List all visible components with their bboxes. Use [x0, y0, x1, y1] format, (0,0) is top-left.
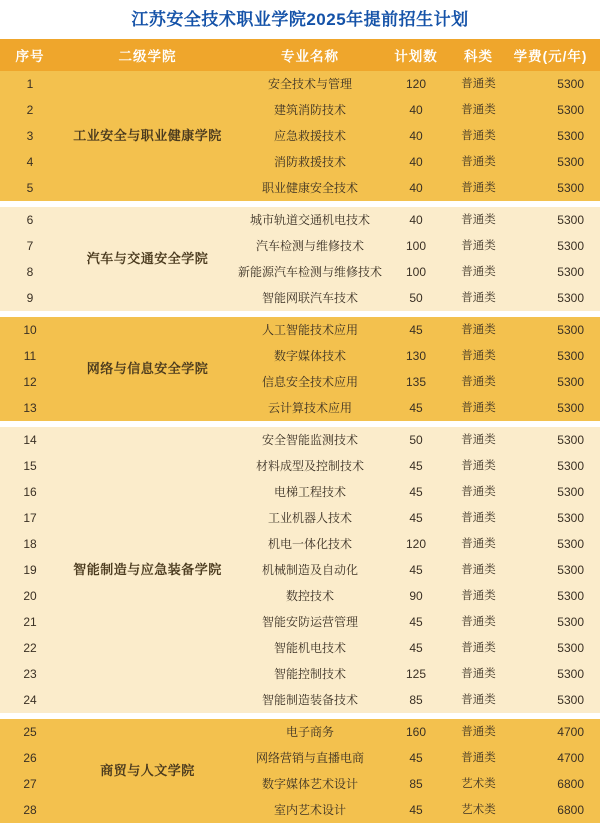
- cell-major: 智能控制技术: [235, 661, 385, 687]
- cell-major: 机电一体化技术: [235, 531, 385, 557]
- cell-fee: 5300: [510, 343, 600, 369]
- cell-fee: 6800: [510, 771, 600, 797]
- cell-count: 45: [385, 479, 447, 505]
- cell-no: 1: [0, 71, 60, 97]
- cell-major: 室内艺术设计: [235, 797, 385, 823]
- table-row: [0, 317, 600, 343]
- column-header-no: 序号: [0, 39, 60, 71]
- cell-no: 22: [0, 635, 60, 661]
- cell-no: 3: [0, 123, 60, 149]
- cell-fee: 5300: [510, 505, 600, 531]
- cell-major: 电梯工程技术: [235, 479, 385, 505]
- cell-major: 数字媒体艺术设计: [235, 771, 385, 797]
- cell-type: 艺术类: [447, 797, 510, 823]
- cell-major: 消防救援技术: [235, 149, 385, 175]
- cell-fee: 5300: [510, 285, 600, 311]
- table-row: [0, 71, 600, 97]
- table-body: [0, 71, 600, 823]
- cell-no: 2: [0, 97, 60, 123]
- cell-type: 普通类: [447, 609, 510, 635]
- cell-major: 工业机器人技术: [235, 505, 385, 531]
- column-header-fee: 学费(元/年): [510, 39, 600, 71]
- cell-college: 汽车与交通安全学院: [60, 207, 235, 311]
- cell-major: 建筑消防技术: [235, 97, 385, 123]
- cell-no: 16: [0, 479, 60, 505]
- cell-fee: 5300: [510, 531, 600, 557]
- cell-fee: 5300: [510, 687, 600, 713]
- cell-college: 工业安全与职业健康学院: [60, 71, 235, 201]
- cell-fee: 5300: [510, 149, 600, 175]
- cell-fee: 5300: [510, 233, 600, 259]
- cell-fee: 5300: [510, 175, 600, 201]
- table-header: [0, 39, 600, 71]
- cell-type: 普通类: [447, 395, 510, 421]
- cell-count: 45: [385, 609, 447, 635]
- cell-major: 信息安全技术应用: [235, 369, 385, 395]
- cell-no: 7: [0, 233, 60, 259]
- cell-count: 45: [385, 505, 447, 531]
- cell-count: 40: [385, 149, 447, 175]
- cell-no: 14: [0, 427, 60, 453]
- cell-type: 普通类: [447, 661, 510, 687]
- cell-count: 45: [385, 745, 447, 771]
- cell-type: 普通类: [447, 531, 510, 557]
- cell-count: 160: [385, 719, 447, 745]
- cell-no: 24: [0, 687, 60, 713]
- cell-type: 普通类: [447, 285, 510, 311]
- cell-fee: 4700: [510, 745, 600, 771]
- cell-fee: 5300: [510, 609, 600, 635]
- page-title: 江苏安全技术职业学院2025年提前招生计划: [131, 10, 469, 29]
- cell-fee: 5300: [510, 259, 600, 285]
- cell-type: 普通类: [447, 123, 510, 149]
- cell-count: 45: [385, 797, 447, 823]
- cell-count: 135: [385, 369, 447, 395]
- cell-no: 5: [0, 175, 60, 201]
- cell-count: 85: [385, 687, 447, 713]
- cell-major: 智能安防运营管理: [235, 609, 385, 635]
- cell-count: 45: [385, 453, 447, 479]
- cell-no: 12: [0, 369, 60, 395]
- cell-count: 130: [385, 343, 447, 369]
- cell-no: 19: [0, 557, 60, 583]
- cell-type: 普通类: [447, 175, 510, 201]
- cell-count: 40: [385, 175, 447, 201]
- cell-no: 21: [0, 609, 60, 635]
- cell-no: 18: [0, 531, 60, 557]
- cell-no: 23: [0, 661, 60, 687]
- cell-fee: 6800: [510, 797, 600, 823]
- cell-count: 45: [385, 317, 447, 343]
- cell-count: 100: [385, 233, 447, 259]
- cell-type: 普通类: [447, 149, 510, 175]
- cell-no: 9: [0, 285, 60, 311]
- cell-major: 机械制造及自动化: [235, 557, 385, 583]
- cell-type: 普通类: [447, 745, 510, 771]
- cell-no: 26: [0, 745, 60, 771]
- cell-type: 普通类: [447, 427, 510, 453]
- cell-college: 智能制造与应急装备学院: [60, 427, 235, 713]
- cell-fee: 5300: [510, 661, 600, 687]
- cell-fee: 5300: [510, 71, 600, 97]
- cell-count: 45: [385, 395, 447, 421]
- cell-count: 40: [385, 97, 447, 123]
- cell-fee: 5300: [510, 427, 600, 453]
- cell-major: 应急救援技术: [235, 123, 385, 149]
- cell-major: 智能网联汽车技术: [235, 285, 385, 311]
- cell-no: 20: [0, 583, 60, 609]
- cell-type: 普通类: [447, 369, 510, 395]
- cell-no: 13: [0, 395, 60, 421]
- cell-type: 普通类: [447, 97, 510, 123]
- cell-fee: 5300: [510, 453, 600, 479]
- cell-fee: 5300: [510, 123, 600, 149]
- cell-count: 100: [385, 259, 447, 285]
- cell-no: 8: [0, 259, 60, 285]
- cell-major: 安全技术与管理: [235, 71, 385, 97]
- cell-college: 商贸与人文学院: [60, 719, 235, 823]
- cell-type: 普通类: [447, 505, 510, 531]
- cell-major: 城市轨道交通机电技术: [235, 207, 385, 233]
- cell-type: 普通类: [447, 583, 510, 609]
- cell-type: 普通类: [447, 687, 510, 713]
- cell-major: 职业健康安全技术: [235, 175, 385, 201]
- cell-count: 90: [385, 583, 447, 609]
- cell-no: 6: [0, 207, 60, 233]
- cell-fee: 5300: [510, 479, 600, 505]
- table-header-row: [0, 39, 600, 71]
- cell-type: 普通类: [447, 635, 510, 661]
- cell-type: 普通类: [447, 453, 510, 479]
- cell-major: 云计算技术应用: [235, 395, 385, 421]
- cell-fee: 5300: [510, 97, 600, 123]
- cell-major: 数字媒体技术: [235, 343, 385, 369]
- cell-fee: 5300: [510, 557, 600, 583]
- cell-type: 普通类: [447, 719, 510, 745]
- cell-count: 45: [385, 635, 447, 661]
- cell-no: 10: [0, 317, 60, 343]
- table-row: [0, 427, 600, 453]
- enrollment-plan-table: [0, 39, 600, 823]
- cell-count: 85: [385, 771, 447, 797]
- cell-no: 4: [0, 149, 60, 175]
- cell-college: 网络与信息安全学院: [60, 317, 235, 421]
- cell-type: 普通类: [447, 233, 510, 259]
- column-header-type: 科类: [447, 39, 510, 71]
- cell-major: 电子商务: [235, 719, 385, 745]
- cell-count: 45: [385, 557, 447, 583]
- cell-major: 材料成型及控制技术: [235, 453, 385, 479]
- cell-type: 普通类: [447, 317, 510, 343]
- cell-fee: 5300: [510, 635, 600, 661]
- cell-major: 人工智能技术应用: [235, 317, 385, 343]
- cell-type: 普通类: [447, 207, 510, 233]
- table-row: [0, 719, 600, 745]
- cell-count: 50: [385, 427, 447, 453]
- cell-no: 27: [0, 771, 60, 797]
- cell-major: 安全智能监测技术: [235, 427, 385, 453]
- cell-major: 智能制造装备技术: [235, 687, 385, 713]
- cell-count: 125: [385, 661, 447, 687]
- cell-no: 15: [0, 453, 60, 479]
- cell-count: 40: [385, 207, 447, 233]
- cell-major: 新能源汽车检测与维修技术: [235, 259, 385, 285]
- cell-fee: 5300: [510, 317, 600, 343]
- column-header-college: 二级学院: [60, 39, 235, 71]
- cell-fee: 5300: [510, 583, 600, 609]
- cell-no: 25: [0, 719, 60, 745]
- column-header-major: 专业名称: [235, 39, 385, 71]
- cell-fee: 4700: [510, 719, 600, 745]
- cell-count: 120: [385, 71, 447, 97]
- table-row: [0, 207, 600, 233]
- cell-type: 普通类: [447, 343, 510, 369]
- cell-major: 网络营销与直播电商: [235, 745, 385, 771]
- cell-count: 40: [385, 123, 447, 149]
- cell-type: 普通类: [447, 479, 510, 505]
- cell-fee: 5300: [510, 207, 600, 233]
- cell-count: 120: [385, 531, 447, 557]
- cell-no: 11: [0, 343, 60, 369]
- cell-type: 艺术类: [447, 771, 510, 797]
- cell-no: 28: [0, 797, 60, 823]
- cell-major: 数控技术: [235, 583, 385, 609]
- cell-type: 普通类: [447, 557, 510, 583]
- cell-major: 智能机电技术: [235, 635, 385, 661]
- cell-fee: 5300: [510, 395, 600, 421]
- cell-type: 普通类: [447, 71, 510, 97]
- cell-major: 汽车检测与维修技术: [235, 233, 385, 259]
- cell-count: 50: [385, 285, 447, 311]
- cell-fee: 5300: [510, 369, 600, 395]
- column-header-count: 计划数: [385, 39, 447, 71]
- cell-type: 普通类: [447, 259, 510, 285]
- cell-no: 17: [0, 505, 60, 531]
